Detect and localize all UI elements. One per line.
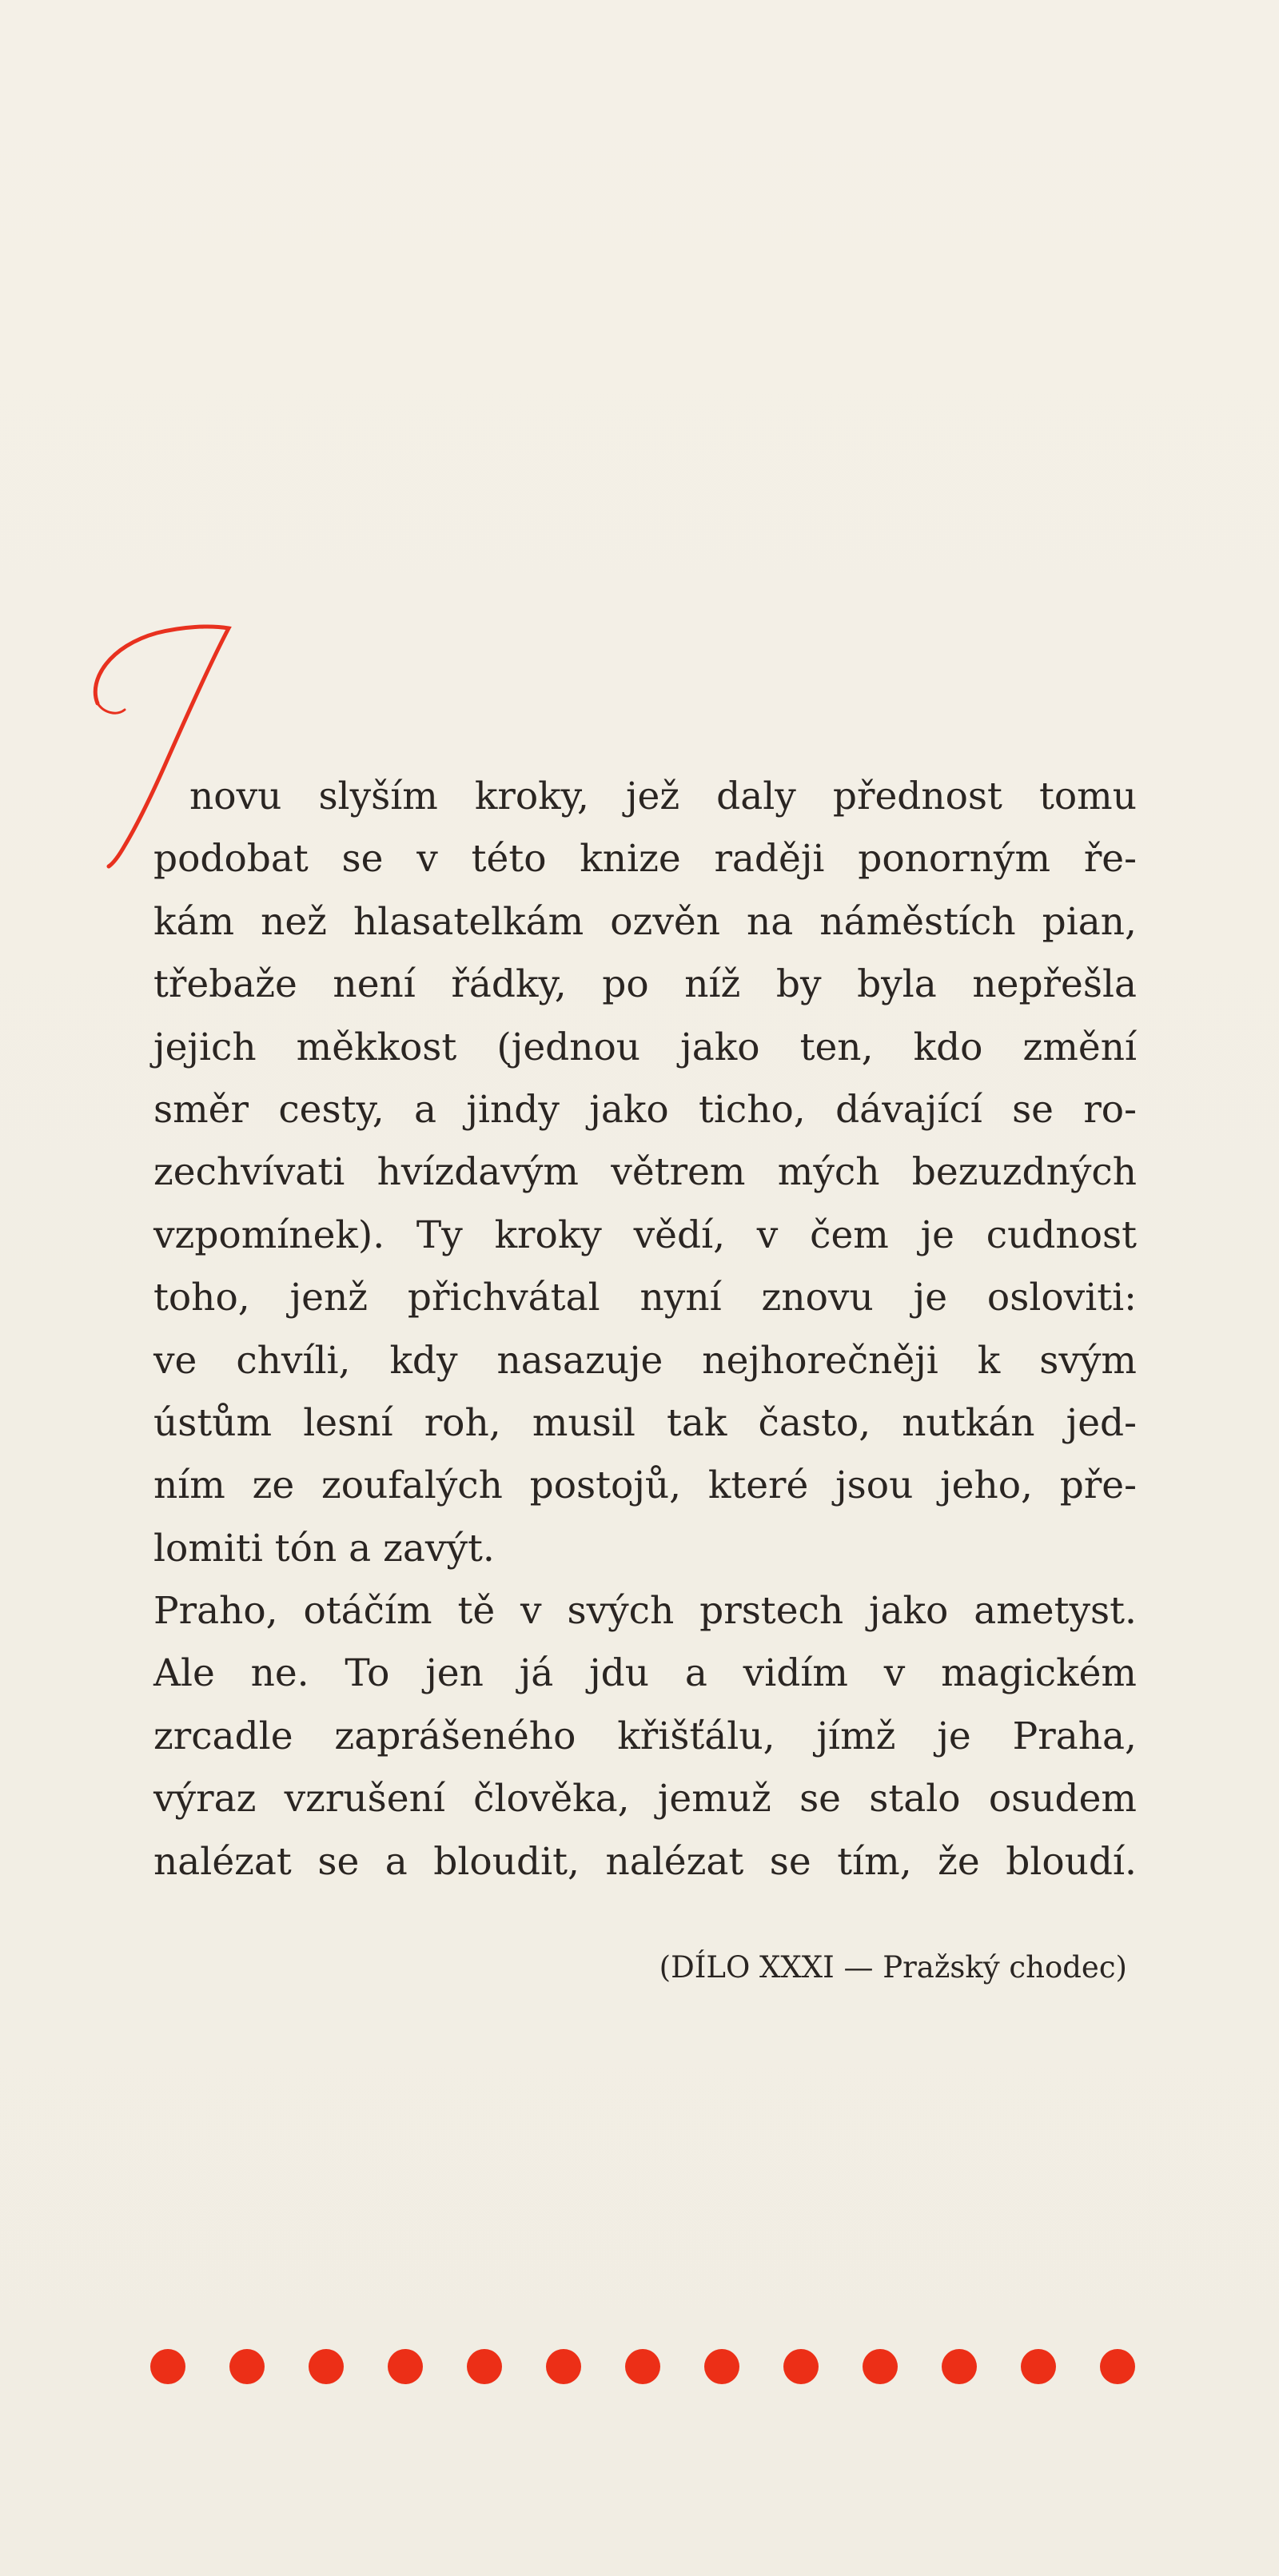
ornament-dot [625,2349,660,2384]
text-line: podobat se v této knize raději ponorným ře- [153,837,1137,882]
text-line: jejich měkkost (jednou jako ten, kdo změní [153,1025,1137,1069]
text-line: kám než hlasatelkám ozvěn na náměstích pian, [153,899,1137,944]
text-line: ve chvíli, kdy nasazuje nejhorečněji k svým [153,1338,1137,1383]
ornament-dot [388,2349,423,2384]
text-line: směr cesty, a jindy jako ticho, dávající se ro- [153,1087,1137,1132]
text-line: ním ze zoufalých postojů, které jsou jeho, pře- [153,1463,1137,1508]
ornament-dot [783,2349,819,2384]
ornament-dot [942,2349,977,2384]
drop-cap-flourish [98,703,125,713]
text-line: lomiti tón a zavýt. [153,1526,495,1571]
ornament-dot [229,2349,265,2384]
ornament-dot-row [150,2347,1135,2387]
ornament-dot [1100,2349,1135,2384]
text-line: Ale ne. To jen já jdu a vidím v magickém [153,1651,1137,1696]
text-line: ústům lesní roh, musil tak často, nutkán jed- [153,1400,1137,1445]
main-paragraph [153,766,1137,1893]
text-line: vzpomínek). Ty kroky vědí, v čem je cudnost [153,1212,1137,1257]
text-line: třebaže není řádky, po níž by byla nepřešla [153,962,1137,1007]
text-line: toho, jenž přichvátal nyní znovu je osloviti: [153,1276,1137,1320]
text-line: nalézat se a bloudit, nalézat se tím, že bloudí. [153,1839,1137,1884]
source-citation: (DÍLO XXXI — Pražský chodec) [659,1950,1127,1985]
text-line: zrcadle zaprášeného křišťálu, jímž je Praha, [153,1714,1137,1758]
text-line: zechvívati hvízdavým větrem mých bezuzdných [153,1150,1137,1195]
text-line: novu slyším kroky, jež daly přednost tomu [189,774,1137,818]
ornament-dot [309,2349,344,2384]
ornament-dot [467,2349,502,2384]
ornament-dot [1021,2349,1056,2384]
ornament-dot [150,2349,185,2384]
ornament-dot [546,2349,581,2384]
text-line: Praho, otáčím tě v svých prstech jako ametyst. [153,1589,1137,1634]
ornament-dot [863,2349,898,2384]
ornament-dot [704,2349,739,2384]
text-line: výraz vzrušení člověka, jemuž se stalo osudem [153,1777,1137,1822]
